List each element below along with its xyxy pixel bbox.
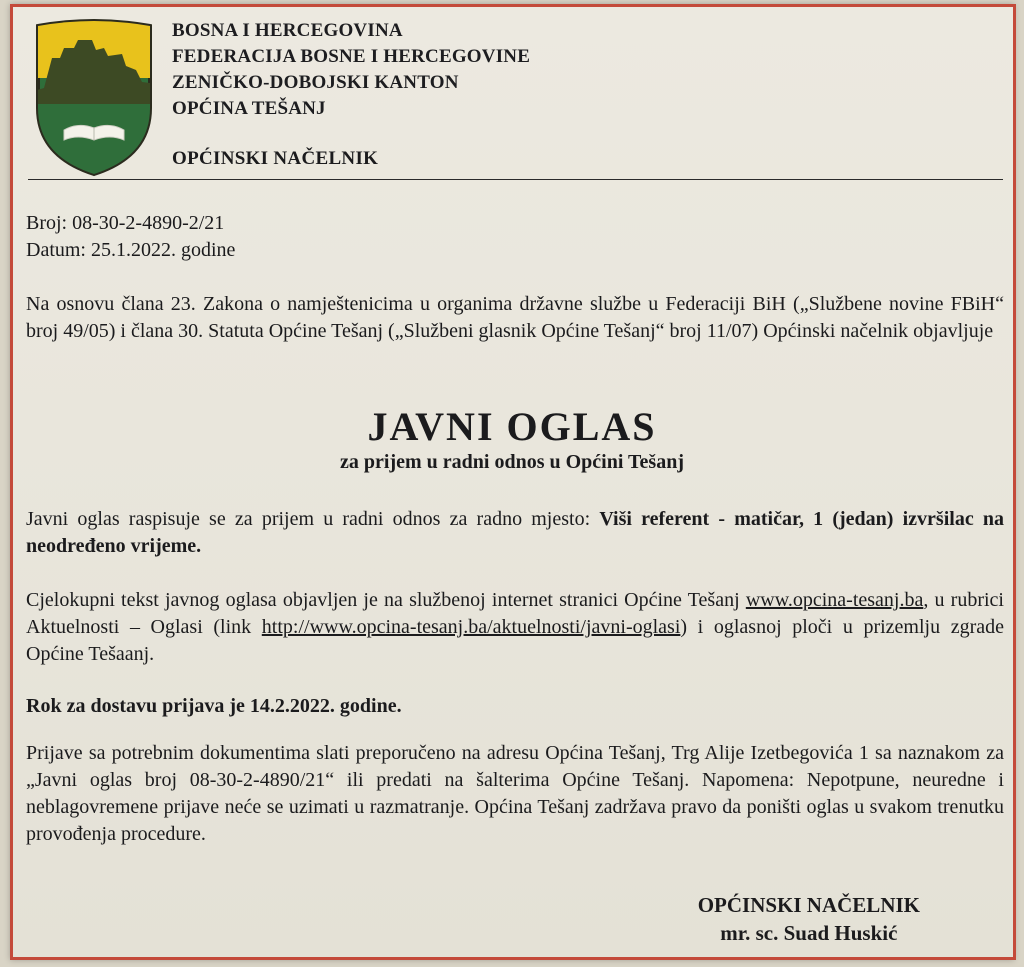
header-divider [28,179,1003,180]
position-paragraph [26,506,1004,560]
issuer-header [172,18,530,122]
signature-block [698,891,920,947]
tesanj-coat-of-arms-icon [30,18,158,178]
reference-date: Datum: 25.1.2022. godine [26,239,236,261]
signature-name: mr. sc. Suad Huskić [720,921,898,945]
reference-block [26,210,1004,264]
publication-paragraph [26,587,1004,668]
legal-basis-paragraph: Na osnovu člana 23. Zakona o namještenicima u organima državne službe u Federaciji BiH („Službene novine FBiH“ broj 49/05) i člana 30. Statuta Općine Tešanj („Službeni glasnik Općine Tešanj“ broj 11/07) Općinski načelnik objavljuje [26,293,1004,342]
reference-number: Broj: 08-30-2-4890-2/21 [26,212,225,234]
header-canton: ZENIČKO-DOBOJSKI KANTON [172,72,459,93]
publication-text-1: Cjelokupni tekst javnog oglasa objavljen je na službenoj internet stranici Općine Tešanj [26,589,746,611]
notice-subtitle: za prijem u radni odnos u Općini Tešanj [340,451,684,473]
position-title: Viši referent - matičar, 1 (jedan) izvršilac na neodređeno vrijeme. [26,508,1005,557]
header-office: OPĆINSKI NAČELNIK [172,148,379,169]
website-link[interactable]: www.opcina-tesanj.ba [745,589,924,611]
deadline-paragraph: Rok za dostavu prijava je 14.2.2022. godine. [26,695,402,717]
publication-text-2: , u rubrici Aktuelnosti – Oglasi (link [26,589,1004,638]
notices-link[interactable]: http://www.opcina-tesanj.ba/aktuelnosti/javni-oglasi [261,616,681,638]
header-federation: FEDERACIJA BOSNE I HERCEGOVINE [172,46,531,67]
publication-text-3: ) i oglasnoj ploči u prizemlju zgrade Općine Tešaanj. [26,616,1004,665]
submission-paragraph: Prijave sa potrebnim dokumentima slati preporučeno na adresu Općina Tešanj, Trg Alije Izetbegovića 1 sa naznakom za „Javni oglas broj 08-30-2-4890/21“ ili predati na šalterima Općine Tešanj. Napomena: Nepotpune, neuredne i neblagovremene prijave neće se uzimati u razmatranje. Općina Tešanj zadržava pravo da poništi oglas u svakom trenutku provođenja procedure. [26,742,1004,845]
signature-role: OPĆINSKI NAČELNIK [697,893,920,917]
position-lead: Javni oglas raspisuje se za prijem u radni odnos za radno mjesto: [26,508,600,530]
notice-title: JAVNI OGLAS [367,404,657,449]
header-country: BOSNA I HERCEGOVINA [172,20,403,41]
header-municipality: OPĆINA TEŠANJ [172,98,326,119]
notice-paper [10,4,1014,960]
